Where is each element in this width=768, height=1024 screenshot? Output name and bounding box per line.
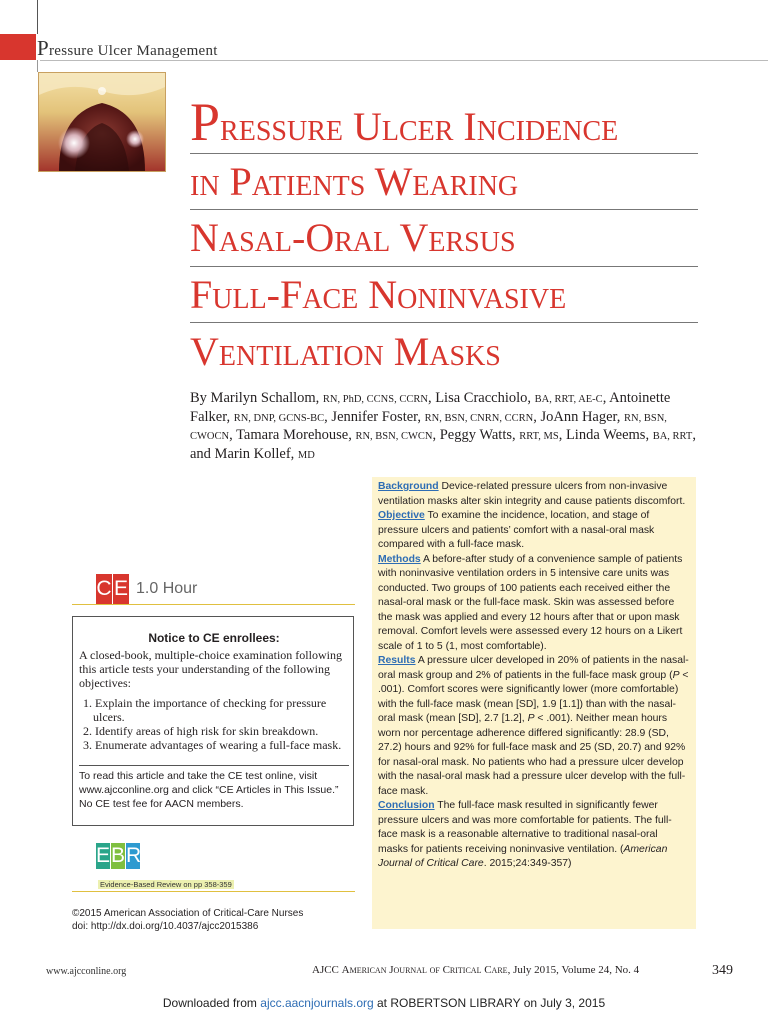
author-credentials: RN, BSN, CWCN <box>355 431 433 442</box>
journal-abbr: AJCC <box>312 964 339 976</box>
ebr-badge <box>96 843 141 869</box>
ce-objective: 2. Identify areas of high risk for skin breakdown. <box>83 724 319 738</box>
author-credentials: BA, RRT <box>652 431 693 442</box>
abstract-box <box>372 477 696 929</box>
ce-objective: 1. Explain the importance of checking for pressure ulcers. <box>83 696 327 724</box>
journal-name: American Journal of Critical Care <box>341 964 508 976</box>
title-rule <box>190 209 698 210</box>
author-list <box>190 390 700 464</box>
results-text: A pressure ulcer developed in 20% of patients in the nasal-oral mask group and 2% of patients in the full-face mask group ( <box>378 655 689 681</box>
section-color-bar <box>0 34 36 60</box>
methods-label[interactable]: Methods <box>378 553 421 565</box>
author-name: , Peggy Watts, <box>432 427 520 443</box>
journal-issue: , July 2015, Volume 24, No. 4 <box>507 964 640 976</box>
header-vertical-rule <box>37 0 38 34</box>
ce-hours: 1.0 Hour <box>136 580 198 597</box>
results-label[interactable]: Results <box>378 655 416 666</box>
article-title-line-3: Nasal-Oral Versus <box>190 215 516 260</box>
illustration-graphic <box>39 73 165 171</box>
title-rule <box>190 153 698 154</box>
results-text: < .001). Comfort scores were significantly lower (more comfortable) with the full-face mask (mean [SD], 1.9 [1.1]) than with the nasal-oral mask (mean [SD], 2.7 [1.2], <box>378 669 689 724</box>
author-name: , and Marin Kollef, <box>190 427 696 462</box>
ebr-rule <box>72 891 355 892</box>
copyright-block <box>72 907 303 933</box>
ebr-caption: Evidence-Based Review on pp 358-359 <box>100 880 232 889</box>
ce-badge <box>96 574 130 604</box>
ce-badge-e: E <box>113 574 129 604</box>
results-text: < .001). Neither mean hours worn nor percentage adherence differed significantly: 28.9 (SD, 27.2) hours and 92% for full-face mask and 25 (SD, 20.7) and 92% for nasal-oral mask. No patients who had a pressure ulcer develop with the nasal-oral mask had a pressure ulcer develop with the full-face mask. <box>378 713 686 797</box>
article-title-line-5: Ventilation Masks <box>190 329 501 374</box>
citation-journal: American Journal of Critical Care <box>378 843 668 869</box>
abstract-objective <box>378 509 690 553</box>
methods-text: A before-after study of a convenience sample of patients with noninvasive ventilation orders in 5 intensive care units was conducted. Two groups of 100 patients each received either the nasal-oral mask or the full-face mask. Skin was assessed before the mask was applied and every 12 hours after that or upon mask removal. Comfort levels were assessed every 12 hours on a Likert scale of 1 to 5 (1, most comfortable). <box>378 553 683 652</box>
author-name: , Lisa Cracchiolo, <box>427 390 535 406</box>
author-credentials: RN, BSN, CNRN, CCRN <box>424 412 534 424</box>
citation-rest: . 2015;24:349-357) <box>483 858 572 869</box>
author-name: By Marilyn Schallom, <box>190 390 323 406</box>
abstract-conclusion <box>378 799 690 872</box>
author-name: , Antoinette Falker, <box>190 390 671 425</box>
header-vertical-rule-lower <box>37 60 38 72</box>
title-rule <box>190 266 698 267</box>
ce-divider <box>79 765 349 766</box>
conclusion-text: The full-face mask resulted in significantly fewer pressure ulcers and was more comfortable for patients. The full-face mask is a reasonable alternative to traditional nasal-oral masks for patients receiving noninvasive ventilation. ( <box>378 800 672 855</box>
section-heading-initial: P <box>37 36 49 60</box>
author-credentials: RN, DNP, GCNS-BC <box>233 412 325 424</box>
ebr-letter-e: E <box>96 844 111 867</box>
abstract-results <box>378 654 690 799</box>
objective-text: To examine the incidence, location, and stage of pressure ulcers and patients’ comfort with a nasal-oral mask compared with a full-face mask. <box>378 510 655 550</box>
abstract-background <box>378 480 690 509</box>
article-title-line-1 <box>190 92 698 152</box>
ce-objectives-list <box>79 696 351 752</box>
author-name: , Jennifer Foster, <box>324 408 425 425</box>
ebr-letter-r: R <box>126 844 142 867</box>
p-value-symbol: P <box>527 713 535 724</box>
download-suffix: at ROBERTSON LIBRARY on July 3, 2015 <box>373 996 606 1010</box>
author-credentials: RN, PhD, CCNS, CCRN <box>322 394 428 405</box>
article-illustration <box>38 72 166 172</box>
article-title-line-2: in Patients Wearing <box>190 159 519 204</box>
background-label[interactable]: Background <box>378 481 439 492</box>
ebr-letter-b: B <box>111 844 126 867</box>
section-heading <box>37 36 218 61</box>
section-heading-rest: ressure Ulcer Management <box>48 43 218 59</box>
p-value-symbol: P <box>672 669 680 681</box>
download-notice <box>0 996 768 1010</box>
article-title-line-4: Full-Face Noninvasive <box>190 272 567 317</box>
objective-label[interactable]: Objective <box>378 510 425 521</box>
author-name: , Linda Weems, <box>558 427 653 443</box>
download-prefix: Downloaded from <box>162 996 261 1010</box>
title-drop-initial: P <box>190 92 221 152</box>
download-link[interactable]: ajcc.aacnjournals.org <box>260 996 374 1010</box>
author-credentials: RN, BSN, CWOCN <box>190 412 667 442</box>
copyright-line: ©2015 American Association of Critical-Care Nurses <box>72 908 304 919</box>
footer-journal-info <box>312 964 639 976</box>
author-credentials: MD <box>297 449 315 461</box>
ce-notice-title: Notice to CE enrollees: <box>148 631 280 645</box>
author-credentials: BA, RRT, AE-C <box>534 394 603 405</box>
title-rule <box>190 322 698 323</box>
title-line-1-text: ressure Ulcer Incidence <box>220 104 619 149</box>
author-credentials: RRT, MS <box>519 431 559 442</box>
doi-line[interactable]: doi: http://dx.doi.org/10.4037/ajcc2015386 <box>72 921 259 932</box>
ce-rule <box>72 604 355 605</box>
author-name: , JoAnn Hager, <box>533 408 625 425</box>
author-name: , Tamara Morehouse, <box>229 427 356 443</box>
footer-website[interactable]: www.ajcconline.org <box>46 966 127 977</box>
ce-objective: 3. Enumerate advantages of wearing a full-face mask. <box>83 738 342 752</box>
ce-notice-box <box>72 616 354 826</box>
background-text: Device-related pressure ulcers from non-invasive ventilation masks alter skin integrity and cause patients discomfort. <box>378 481 686 507</box>
conclusion-label[interactable]: Conclusion <box>378 800 435 811</box>
abstract-methods <box>378 553 690 655</box>
header-rule <box>40 60 768 61</box>
page-number: 349 <box>712 963 733 978</box>
ce-online-instructions: To read this article and take the CE test online, visit www.ajcconline.org and click “CE Articles in This Issue.” No CE test fee for AACN members. <box>79 770 339 810</box>
ce-badge-c: C <box>96 574 112 604</box>
ce-notice-intro: A closed-book, multiple-choice examination following this article tests your understanding of the following objectives: <box>79 648 342 690</box>
